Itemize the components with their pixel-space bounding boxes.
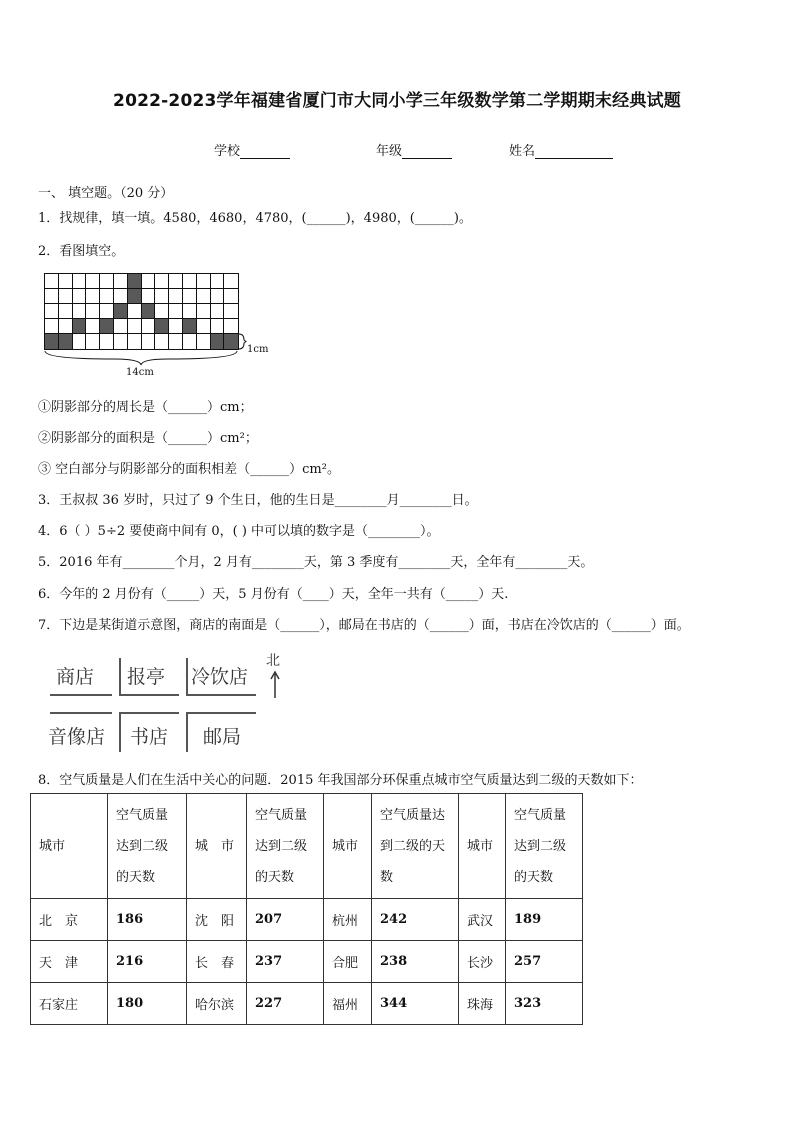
street-line (186, 658, 188, 694)
days-cell: 237 (247, 941, 324, 983)
question-6: 6．今年的 2 月份有（_____）天，5 月份有（____）天，全年一共有（_____）天. (38, 587, 509, 602)
grid-cell-shaded (100, 319, 114, 334)
grid-cell-shaded (128, 289, 142, 304)
header-cell: 空气质量 达到二级 的天数 (247, 794, 324, 899)
grid-cell (197, 319, 211, 334)
table-row (31, 983, 583, 1025)
grid-cell (100, 274, 114, 289)
days-cell: 257 (506, 941, 583, 983)
street-line (119, 658, 121, 694)
name-label: 姓名 (509, 144, 536, 159)
shaded-grid-figure (44, 273, 269, 378)
grid-cell (169, 334, 183, 349)
question-2-part-1: ①阴影部分的周长是（______）cm； (38, 400, 253, 415)
question-2-part-3: ③ 空白部分与阴影部分的面积相差（______）cm²。 (38, 462, 340, 477)
grid-cell (183, 304, 197, 319)
city-cell: 天 津 (31, 941, 108, 983)
question-5: 5．2016 年有________个月，2 月有________天，第 3 季度有________天，全年有________天。 (38, 555, 594, 570)
grid-cell (169, 274, 183, 289)
street-line (119, 694, 179, 696)
air-quality-table (30, 793, 583, 1025)
grid-cell (128, 334, 142, 349)
grid-cell-shaded (128, 274, 142, 289)
grid-cell (224, 319, 238, 334)
grid-cell (114, 334, 128, 349)
map-label-cold-drink-shop: 冷饮店 (191, 666, 249, 688)
grid-cell (142, 319, 156, 334)
days-cell: 189 (506, 899, 583, 941)
grid-cell-shaded (155, 319, 169, 334)
street-line (186, 694, 256, 696)
dimension-marks (44, 349, 284, 389)
street-line (119, 712, 179, 714)
grid-cell (197, 304, 211, 319)
days-cell: 242 (372, 899, 459, 941)
grid-cell (155, 274, 169, 289)
days-cell: 180 (108, 983, 187, 1025)
height-label: 1cm (247, 344, 269, 355)
city-cell: 杭州 (324, 899, 372, 941)
header-cell: 空气质量达 到二级的天 数 (372, 794, 459, 899)
grid-cell (59, 289, 73, 304)
days-cell: 344 (372, 983, 459, 1025)
city-cell: 长 春 (187, 941, 247, 983)
city-cell: 沈 阳 (187, 899, 247, 941)
grid-cell (59, 274, 73, 289)
days-cell: 238 (372, 941, 459, 983)
grid-cell-shaded (45, 334, 59, 349)
grid-cell (100, 304, 114, 319)
grid-cell (86, 289, 100, 304)
city-cell: 北 京 (31, 899, 108, 941)
school-field (214, 140, 290, 159)
grid-cell (114, 289, 128, 304)
grid-cell (128, 304, 142, 319)
grid-cell-shaded (59, 334, 73, 349)
days-cell: 227 (247, 983, 324, 1025)
street-line (119, 712, 121, 752)
grid-cell-shaded (73, 319, 87, 334)
header-cell: 城市 (324, 794, 372, 899)
grid-cell (169, 304, 183, 319)
map-label-post-office: 邮局 (203, 726, 242, 748)
city-cell: 福州 (324, 983, 372, 1025)
grid-cell (73, 289, 87, 304)
header-cell: 城市 (459, 794, 506, 899)
grid-cell (183, 274, 197, 289)
grid-cell (169, 319, 183, 334)
table-header-row (31, 794, 583, 899)
north-arrow-icon (268, 670, 282, 700)
question-2: 2．看图填空。 (38, 244, 125, 259)
grid-cell (224, 274, 238, 289)
name-blank[interactable] (535, 145, 613, 159)
grid-cell (73, 274, 87, 289)
grid-cell (73, 304, 87, 319)
grid-cell (86, 334, 100, 349)
map-label-shop: 商店 (56, 666, 95, 688)
header-cell: 城 市 (187, 794, 247, 899)
table-row (31, 899, 583, 941)
name-field (509, 140, 613, 159)
days-cell: 216 (108, 941, 187, 983)
grid-cell (114, 319, 128, 334)
grid-cell (45, 304, 59, 319)
grid-cell (155, 304, 169, 319)
grid-cell (142, 274, 156, 289)
question-4: 4．6（ ）5÷2 要使商中间有 0，( ) 中可以填的数字是（________）。 (38, 524, 440, 539)
question-2-part-2: ②阴影部分的面积是（______）cm²； (38, 431, 258, 446)
grade-label: 年级 (376, 144, 403, 159)
city-cell: 石家庄 (31, 983, 108, 1025)
question-7: 7．下边是某街道示意图，商店的南面是（______），邮局在书店的（______）面，书店在冷饮店的（______）面。 (38, 618, 690, 633)
map-label-newsstand: 报亭 (127, 666, 166, 688)
grade-field (376, 140, 452, 159)
street-line (50, 712, 112, 714)
width-brace (45, 351, 237, 365)
table-row (31, 941, 583, 983)
question-3: 3．王叔叔 36 岁时，只过了 9 个生日，他的生日是________月________日。 (38, 493, 478, 508)
grid-cell (59, 304, 73, 319)
grid-cell (86, 319, 100, 334)
grid-cell (86, 304, 100, 319)
grid-cell (142, 289, 156, 304)
grid-cell (128, 319, 142, 334)
street-line (186, 712, 256, 714)
city-cell: 长沙 (459, 941, 506, 983)
grid-cell (142, 334, 156, 349)
grid-cell (197, 334, 211, 349)
grid-cell (45, 289, 59, 304)
grid-cell (169, 289, 183, 304)
grid-cell (211, 319, 225, 334)
grid-cell (86, 274, 100, 289)
map-label-bookstore: 书店 (130, 726, 169, 748)
days-cell: 323 (506, 983, 583, 1025)
street-line (50, 694, 112, 696)
grid-cell (45, 319, 59, 334)
grid-cell (45, 274, 59, 289)
grid-cell (100, 289, 114, 304)
school-label: 学校 (214, 144, 241, 159)
city-cell: 合肥 (324, 941, 372, 983)
north-label: 北 (266, 653, 280, 669)
header-cell: 空气质量 达到二级 的天数 (506, 794, 583, 899)
grid-cell (183, 289, 197, 304)
section-heading: 一、 填空题。（20 分） (38, 186, 174, 201)
days-cell: 207 (247, 899, 324, 941)
question-1: 1．找规律，填一填。4580，4680，4780，(______)，4980，(______)。 (38, 211, 472, 226)
grade-blank[interactable] (402, 145, 452, 159)
grid-cell (211, 289, 225, 304)
grid-cell (155, 289, 169, 304)
map-label-audio-video-shop: 音像店 (48, 726, 106, 748)
grid-cell-shaded (183, 319, 197, 334)
street-map (44, 648, 304, 758)
grid-cell-shaded (224, 334, 238, 349)
days-cell: 186 (108, 899, 187, 941)
grid-cell (183, 334, 197, 349)
school-blank[interactable] (240, 145, 290, 159)
grid-cell (155, 334, 169, 349)
grid-cell-shaded (211, 334, 225, 349)
grid-cell (100, 334, 114, 349)
header-cell: 空气质量 达到二级 的天数 (108, 794, 187, 899)
grid-cell-shaded (142, 304, 156, 319)
question-8: 8．空气质量是人们在生活中关心的问题．2015 年我国部分环保重点城市空气质量达到二级的天数如下： (38, 773, 643, 788)
grid-cell (211, 274, 225, 289)
grid-cell (59, 319, 73, 334)
width-label: 14cm (126, 367, 154, 378)
page-title: 2022-2023学年福建省厦门市大同小学三年级数学第二学期期末经典试题 (113, 91, 681, 111)
grid-cell (224, 304, 238, 319)
grid-cell-shaded (114, 304, 128, 319)
street-line (186, 712, 188, 752)
header-cell: 城市 (31, 794, 108, 899)
grid (44, 273, 239, 350)
grid-cell (224, 289, 238, 304)
city-cell: 武汉 (459, 899, 506, 941)
city-cell: 珠海 (459, 983, 506, 1025)
grid-cell (114, 274, 128, 289)
grid-cell (197, 274, 211, 289)
grid-cell (73, 334, 87, 349)
city-cell: 哈尔滨 (187, 983, 247, 1025)
grid-cell (197, 289, 211, 304)
grid-cell (211, 304, 225, 319)
